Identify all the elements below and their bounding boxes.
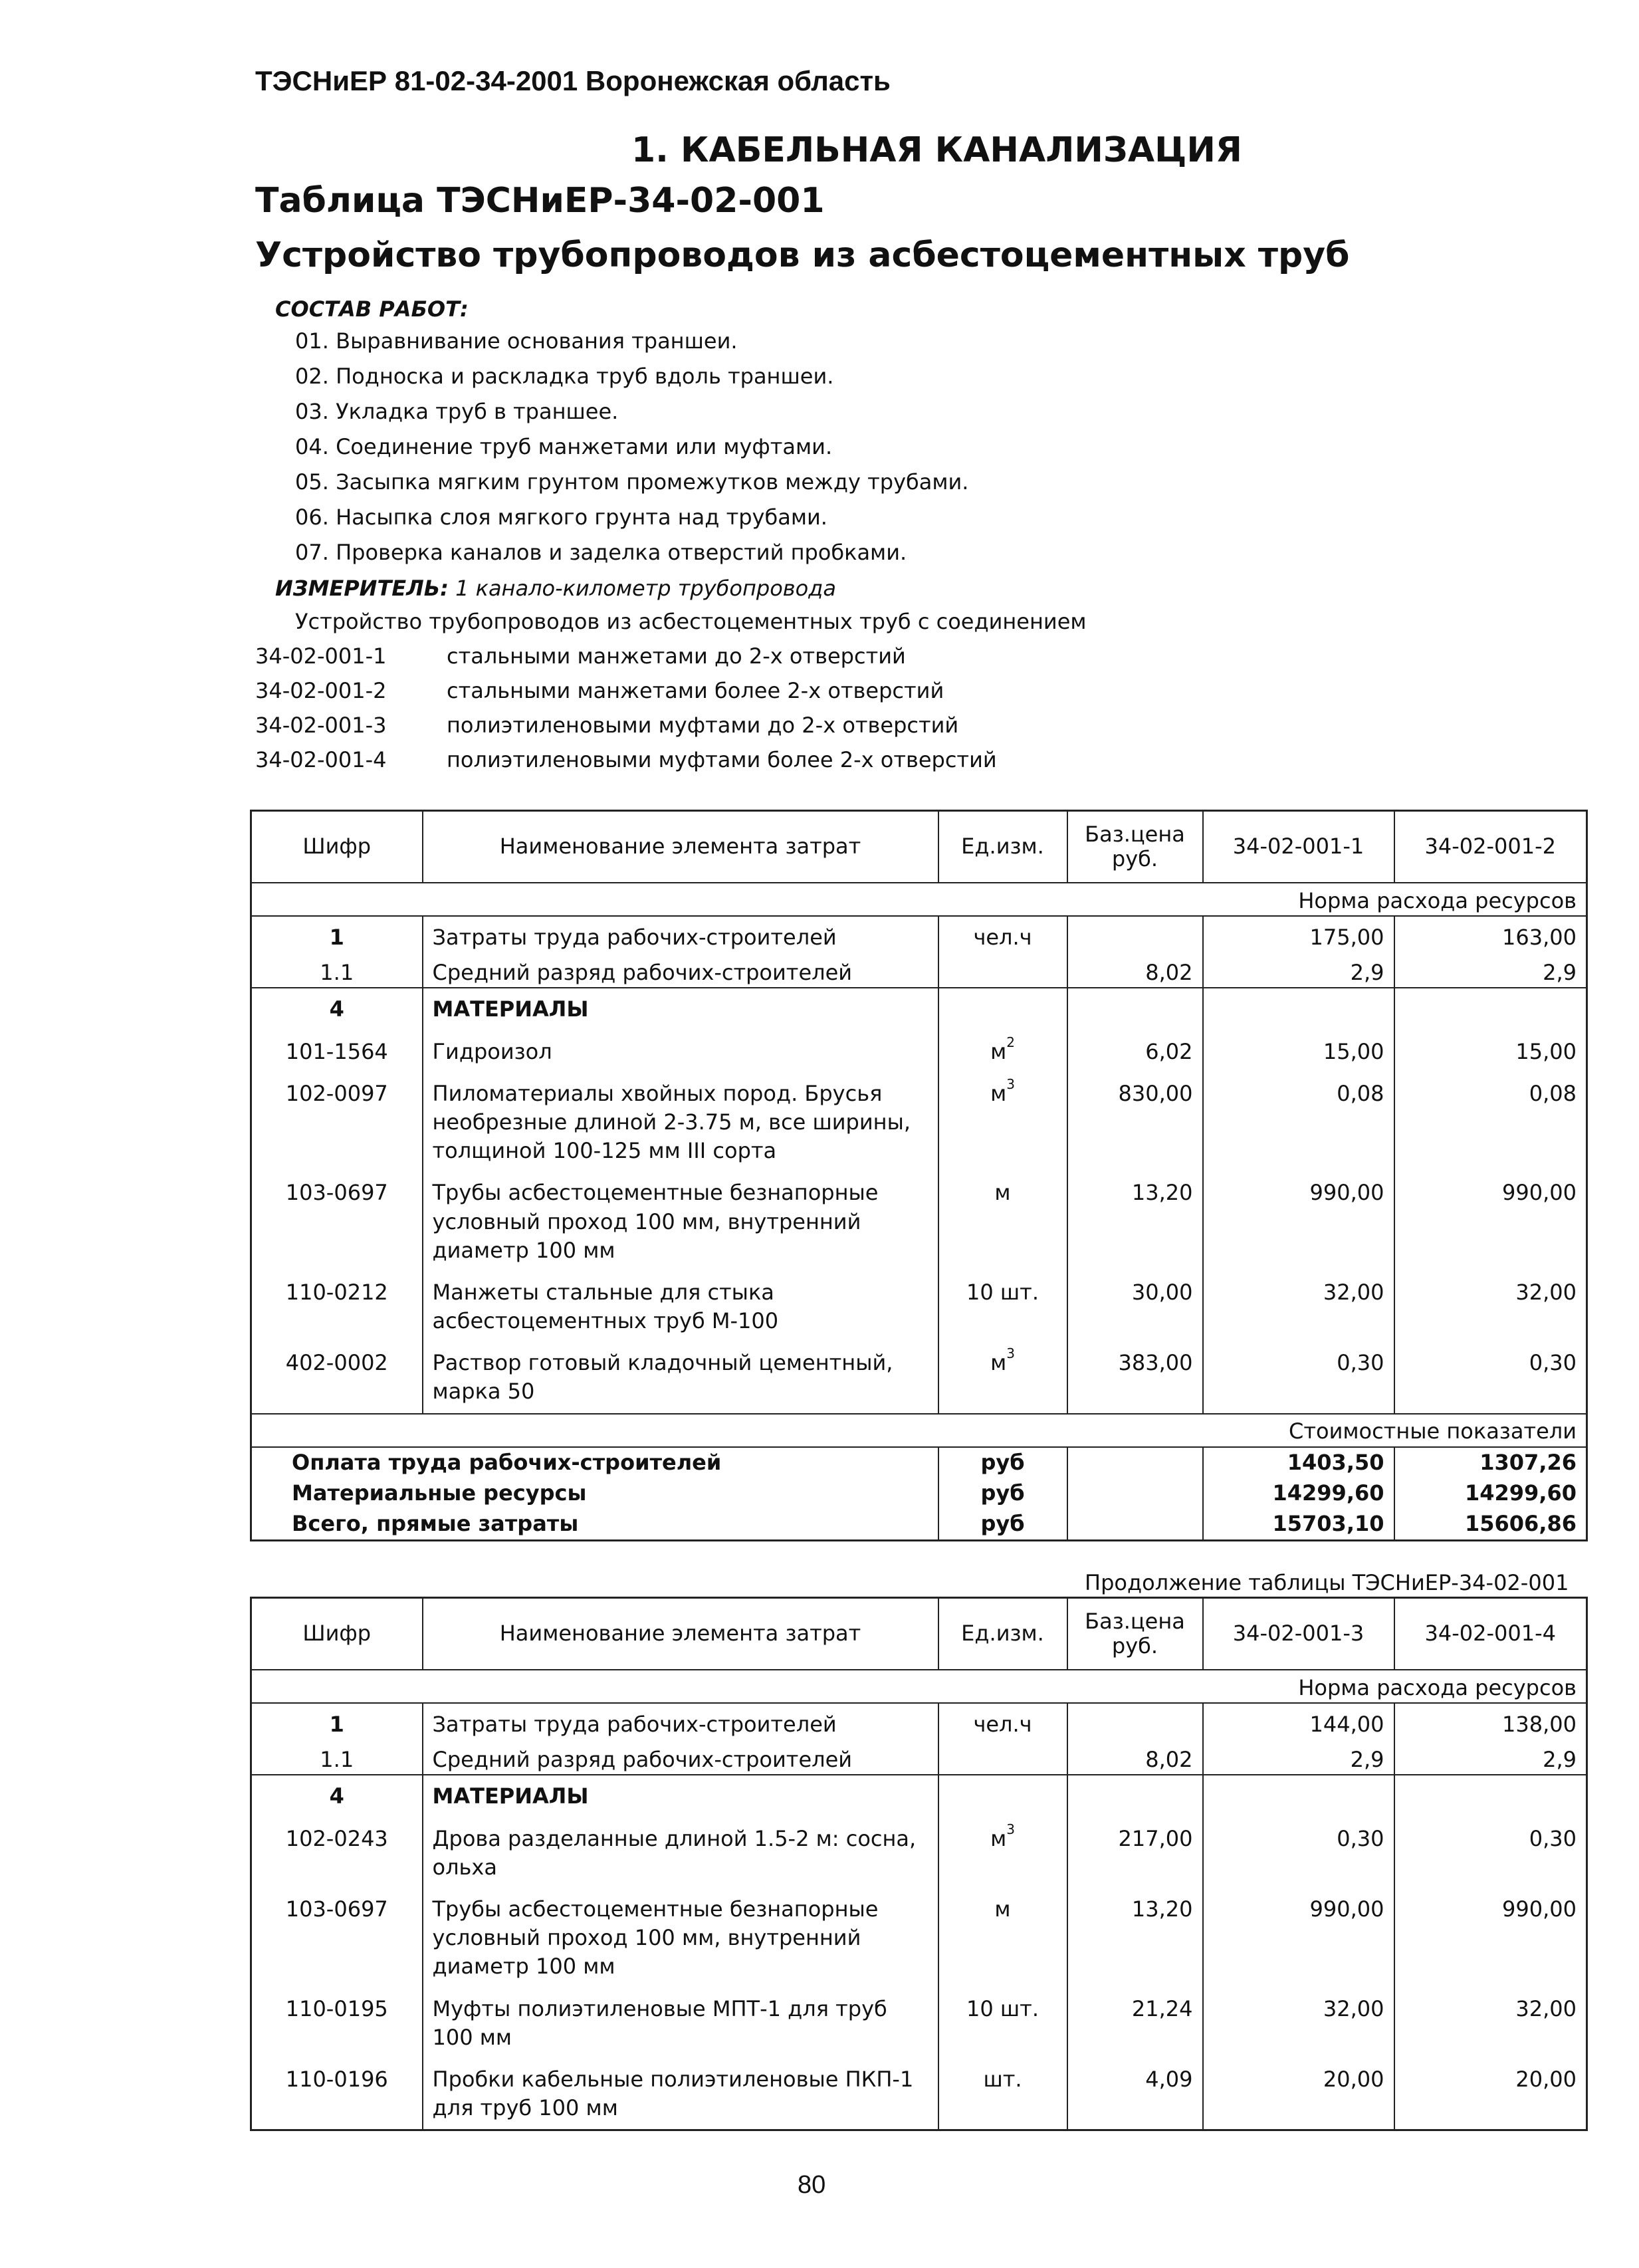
cell-unit: м [938,1172,1067,1272]
intro-line: Устройство трубопроводов из асбестоцементных труб с соединением [295,609,1087,634]
cell-name: Затраты труда рабочих-строителей [423,1703,938,1746]
table-title: Таблица ТЭСНиЕР-34-02-001 [255,181,825,221]
variant-code: 34-02-001-3 [255,713,387,738]
composition-step: 02. Подноска и раскладка труб вдоль траншеи. [295,364,834,389]
cell-unit: $м^3$ [938,1818,1067,1888]
variant-code: 34-02-001-1 [255,643,387,669]
table-row [251,988,1587,1030]
col-header-variant: 34-02-001-4 [1394,1598,1587,1670]
cell-name: Пиломатериалы хвойных пород. Брусья необрезные длиной 2-3.75 м, все ширины, толщиной 100-125 мм III сорта [423,1073,938,1173]
section-title: 1. КАБЕЛЬНАЯ КАНАЛИЗАЦИЯ [631,130,1242,170]
cell-code: 110-0195 [251,1988,423,2059]
cell-name: Пробки кабельные полиэтиленовые ПКП-1 для труб 100 мм [423,2059,938,2130]
table-row [251,1888,1587,1988]
norm-subheader [251,883,1587,916]
composition-step: 04. Соединение труб манжетами или муфтами. [295,434,833,459]
page-number: 80 [798,2171,826,2199]
cell-value: 2,9 [1203,1746,1394,1775]
cell-price: 383,00 [1067,1342,1203,1413]
cell-code: 402-0002 [251,1342,423,1413]
summary-unit: руб [938,1447,1067,1478]
work-title: Устройство трубопроводов из асбестоцементных труб [255,235,1350,275]
col-header-price: Баз.цена руб. [1067,1598,1203,1670]
variant-desc: полиэтиленовыми муфтами более 2-х отверстий [447,747,997,772]
cell-price: 217,00 [1067,1818,1203,1888]
col-header-code: Шифр [251,1598,423,1670]
col-header-code: Шифр [251,811,423,883]
cell-code: 110-0196 [251,2059,423,2130]
cell-value: 2,9 [1394,959,1587,988]
cell-value: 15,00 [1203,1031,1394,1073]
cell-unit: шт. [938,2059,1067,2130]
cell-unit: $м^2$ [938,1031,1067,1073]
cell-price: 13,20 [1067,1172,1203,1272]
composition-step: 03. Укладка труб в траншее. [295,399,619,424]
cell-value: 32,00 [1203,1988,1394,2059]
cell-name: Средний разряд рабочих-строителей [423,959,938,988]
norm-label: Норма расхода ресурсов [251,1670,1587,1703]
table-row [251,1703,1587,1746]
table-row [251,1073,1587,1173]
cell-name: Дрова разделанные длиной 1.5-2 м: сосна, ольха [423,1818,938,1888]
cell-value: 990,00 [1394,1172,1587,1272]
cell-value: 0,30 [1394,1818,1587,1888]
cell-unit: чел.ч [938,1703,1067,1746]
summary-row [251,1447,1587,1478]
cell-value: 20,00 [1394,2059,1587,2130]
cell-value: 20,00 [1203,2059,1394,2130]
cell-name: Гидроизол [423,1031,938,1073]
cell-value: 990,00 [1203,1888,1394,1988]
cell-value: 0,30 [1203,1818,1394,1888]
table-row [251,1988,1587,2059]
variant-desc: стальными манжетами до 2-х отверстий [447,643,906,669]
cell-unit: $м^3$ [938,1342,1067,1413]
cell-name: Манжеты стальные для стыка асбестоцементных труб М-100 [423,1272,938,1342]
cell-price: 21,24 [1067,1988,1203,2059]
variant-desc: стальными манжетами более 2-х отверстий [447,678,944,703]
col-header-name: Наименование элемента затрат [423,1598,938,1670]
cell-unit [938,1746,1067,1775]
cell-name: Муфты полиэтиленовые МПТ-1 для труб 100 мм [423,1988,938,2059]
summary-value: 15703,10 [1203,1509,1394,1541]
cell-unit: 10 шт. [938,1988,1067,2059]
cell-value: 175,00 [1203,916,1394,959]
summary-value: 14299,60 [1394,1478,1587,1509]
cell-code: 1.1 [251,1746,423,1775]
cell-unit: $м^3$ [938,1073,1067,1173]
cell-value: 0,30 [1394,1342,1587,1413]
cost-label: Стоимостные показатели [251,1414,1587,1447]
cell-price: 830,00 [1067,1073,1203,1173]
meter-label: ИЗМЕРИТЕЛЬ: [275,576,449,601]
composition-step: 06. Насыпка слоя мягкого грунта над трубами. [295,505,827,530]
cell-code: 1 [251,916,423,959]
cell-value: 2,9 [1203,959,1394,988]
cell-name: Средний разряд рабочих-строителей [423,1746,938,1775]
table-header-row [251,1598,1587,1670]
cost-subheader [251,1414,1587,1447]
cell-value: 0,08 [1203,1073,1394,1173]
cell-code: 102-0243 [251,1818,423,1888]
variant-desc: полиэтиленовыми муфтами до 2-х отверстий [447,713,959,738]
summary-value: 1307,26 [1394,1447,1587,1478]
cell-value: 144,00 [1203,1703,1394,1746]
summary-row [251,1509,1587,1541]
summary-label: Оплата труда рабочих-строителей [251,1447,938,1478]
cell-price: 6,02 [1067,1031,1203,1073]
cell-price: 13,20 [1067,1888,1203,1988]
cell-code: 101-1564 [251,1031,423,1073]
norms-table-1 [250,810,1588,1541]
table-row [251,1775,1587,1817]
cell-code: 1 [251,1703,423,1746]
composition-step: 05. Засыпка мягким грунтом промежутков между трубами. [295,469,969,495]
norm-label: Норма расхода ресурсов [251,883,1587,916]
cell-unit [938,959,1067,988]
cell-name: Трубы асбестоцементные безнапорные условный проход 100 мм, внутренний диаметр 100 мм [423,1172,938,1272]
meter-value: 1 канало-километр трубопровода [455,576,836,601]
table-row [251,1031,1587,1073]
composition-step: 01. Выравнивание основания траншеи. [295,328,738,354]
cell-name: Трубы асбестоцементные безнапорные условный проход 100 мм, внутренний диаметр 100 мм [423,1888,938,1988]
col-header-name: Наименование элемента затрат [423,811,938,883]
table-row [251,2059,1587,2130]
table-row [251,959,1587,988]
variant-code: 34-02-001-4 [255,747,387,772]
composition-step: 07. Проверка каналов и заделка отверстий пробками. [295,540,907,565]
cell-value: 2,9 [1394,1746,1587,1775]
cell-code: 4 [251,988,423,1030]
norms-table-2 [250,1597,1588,2131]
col-header-unit: Ед.изм. [938,1598,1067,1670]
cell-code: 4 [251,1775,423,1817]
meter-line [275,576,836,601]
cell-code: 103-0697 [251,1172,423,1272]
table-row [251,1272,1587,1342]
variant-code: 34-02-001-2 [255,678,387,703]
table-row [251,1342,1587,1413]
cell-code: 103-0697 [251,1888,423,1988]
cell-value: 990,00 [1203,1172,1394,1272]
cell-price: 30,00 [1067,1272,1203,1342]
summary-unit: руб [938,1509,1067,1541]
cell-price: 8,02 [1067,1746,1203,1775]
cell-name: МАТЕРИАЛЫ [423,988,938,1030]
norm-subheader [251,1670,1587,1703]
table-row [251,1172,1587,1272]
cell-value: 990,00 [1394,1888,1587,1988]
cell-value: 15,00 [1394,1031,1587,1073]
summary-label: Всего, прямые затраты [251,1509,938,1541]
cell-unit: чел.ч [938,916,1067,959]
composition-label: СОСТАВ РАБОТ: [275,296,469,322]
table-row [251,1818,1587,1888]
cell-value: 32,00 [1203,1272,1394,1342]
col-header-variant: 34-02-001-2 [1394,811,1587,883]
cell-name: МАТЕРИАЛЫ [423,1775,938,1817]
cell-value: 163,00 [1394,916,1587,959]
cell-name: Затраты труда рабочих-строителей [423,916,938,959]
cell-unit: 10 шт. [938,1272,1067,1342]
cell-price [1067,916,1203,959]
cell-price [1067,1703,1203,1746]
col-header-variant: 34-02-001-1 [1203,811,1394,883]
cell-value: 0,30 [1203,1342,1394,1413]
cell-price: 8,02 [1067,959,1203,988]
summary-value: 14299,60 [1203,1478,1394,1509]
running-header: ТЭСНиЕР 81-02-34-2001 Воронежская область [255,65,891,96]
table-row [251,1746,1587,1775]
cell-value: 32,00 [1394,1272,1587,1342]
cell-name: Раствор готовый кладочный цементный, марка 50 [423,1342,938,1413]
col-header-variant: 34-02-001-3 [1203,1598,1394,1670]
cell-code: 110-0212 [251,1272,423,1342]
cell-code: 102-0097 [251,1073,423,1173]
cell-price: 4,09 [1067,2059,1203,2130]
summary-row [251,1478,1587,1509]
cell-value: 0,08 [1394,1073,1587,1173]
summary-value: 1403,50 [1203,1447,1394,1478]
col-header-price: Баз.цена руб. [1067,811,1203,883]
cell-code: 1.1 [251,959,423,988]
summary-unit: руб [938,1478,1067,1509]
col-header-unit: Ед.изм. [938,811,1067,883]
cell-value: 138,00 [1394,1703,1587,1746]
table-header-row [251,811,1587,883]
continuation-label: Продолжение таблицы ТЭСНиЕР-34-02-001 [1085,1570,1569,1595]
cell-unit: м [938,1888,1067,1988]
summary-value: 15606,86 [1394,1509,1587,1541]
cell-value: 32,00 [1394,1988,1587,2059]
table-row [251,916,1587,959]
summary-label: Материальные ресурсы [251,1478,938,1509]
